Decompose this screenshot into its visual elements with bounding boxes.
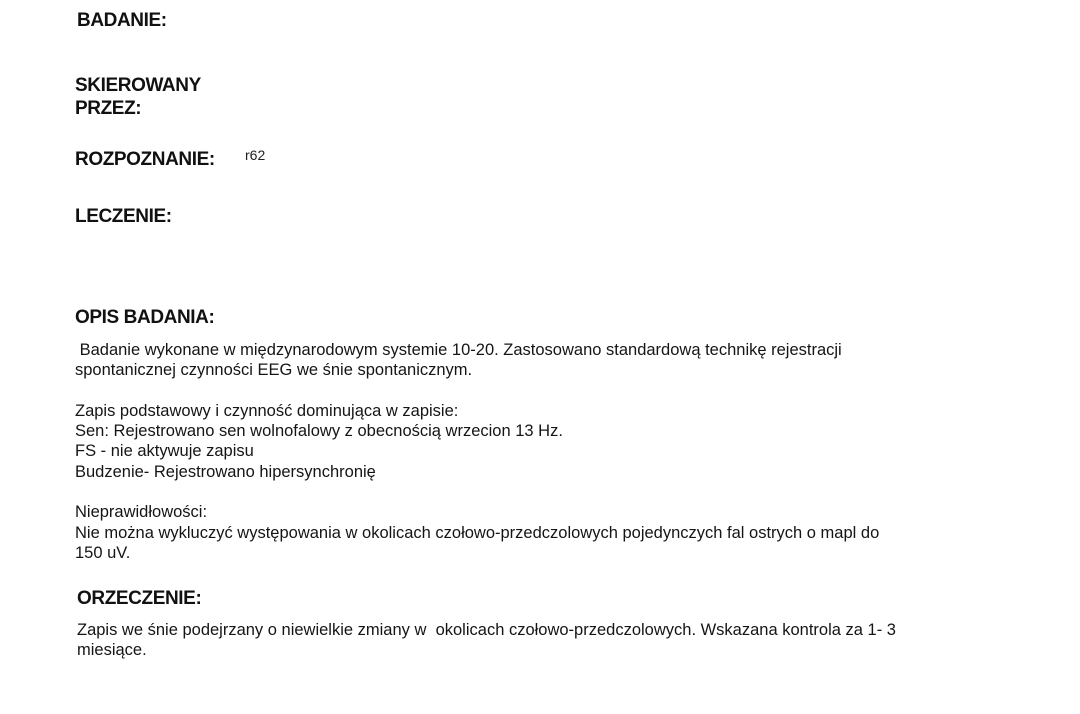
- opis-line: Nieprawidłowości:: [75, 503, 208, 522]
- opis-line: Sen: Rejestrowano sen wolnofalowy z obecnością wrzecion 13 Hz.: [75, 422, 563, 441]
- opis-line: FS - nie aktywuje zapisu: [75, 442, 254, 461]
- opis-badania-label: OPIS BADANIA:: [75, 307, 215, 328]
- leczenie-label: LECZENIE:: [75, 206, 172, 227]
- orzeczenie-line: Zapis we śnie podejrzany o niewielkie zmiany w okolicach czołowo-przedczolowych. Wskazana kontrola za 1- 3: [77, 621, 896, 639]
- orzeczenie-label: ORZECZENIE:: [77, 588, 202, 609]
- skierowany-label-line2: PRZEZ:: [75, 98, 142, 119]
- opis-badania-text: [75, 340, 879, 563]
- opis-line: Zapis podstawowy i czynność dominująca w zapisie:: [75, 401, 459, 420]
- skierowany-przez-label: [75, 74, 201, 120]
- opis-line: spontanicznej czynności EEG we śnie spontanicznym.: [75, 361, 473, 380]
- paragraph-gap: [75, 482, 879, 502]
- badanie-label: BADANIE:: [77, 10, 167, 31]
- opis-line: Badanie wykonane w międzynarodowym systemie 10-20. Zastosowano standardową technikę rejestracji: [75, 341, 842, 359]
- skierowany-label-line1: SKIEROWANY: [75, 75, 201, 96]
- opis-line: 150 uV.: [75, 543, 131, 562]
- rozpoznanie-value: r62: [245, 147, 266, 163]
- paragraph-gap: [75, 381, 879, 401]
- opis-line: Budzenie- Rejestrowano hipersynchronię: [75, 462, 376, 481]
- orzeczenie-text: [77, 620, 896, 661]
- rozpoznanie-label: ROZPOZNANIE:: [75, 149, 215, 170]
- orzeczenie-line: miesiące.: [77, 641, 147, 660]
- opis-line: Nie można wykluczyć występowania w okolicach czołowo-przedczolowych pojedynczych fal ostrych o mapl do: [75, 523, 880, 542]
